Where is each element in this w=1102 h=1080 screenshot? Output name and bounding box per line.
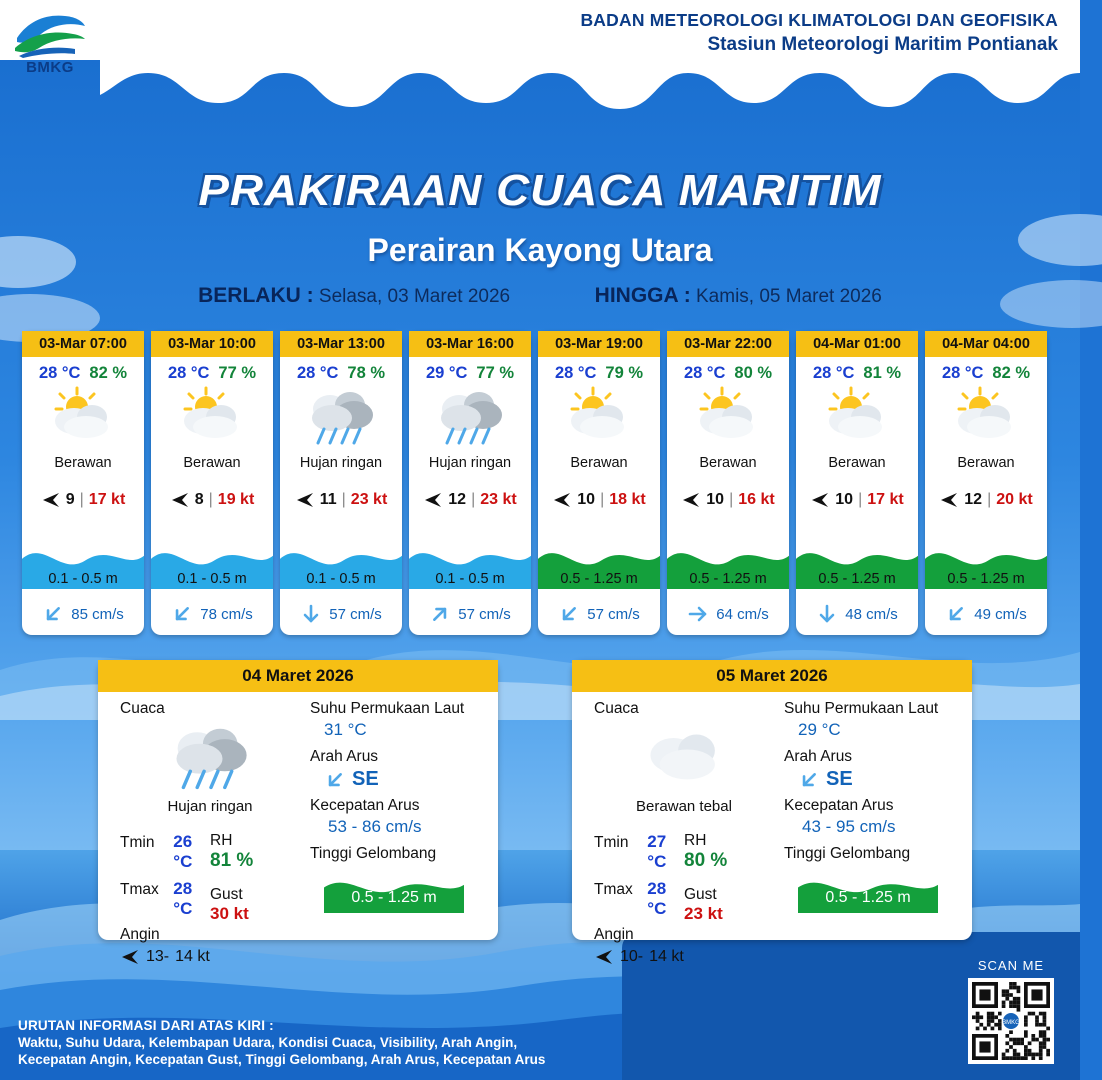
rh-label: RH bbox=[210, 832, 233, 849]
daily-forecast-card bbox=[98, 660, 498, 965]
current-direction-label: Arah Arus bbox=[784, 748, 853, 765]
partly-cloudy-icon bbox=[667, 387, 789, 449]
relative-humidity: 82 % bbox=[89, 364, 128, 382]
temperature-humidity-row bbox=[280, 357, 402, 383]
current-speed: 49 cm/s bbox=[974, 605, 1027, 623]
current-speed-value: 53 - 86 cm/s bbox=[328, 817, 422, 836]
wind-direction-value: 11 bbox=[319, 491, 337, 508]
weather-condition: Berawan bbox=[699, 455, 757, 471]
wave-height: 0.5 - 1.25 m bbox=[689, 571, 767, 587]
wind-direction-value: 10 bbox=[706, 491, 725, 508]
current-speed: 64 cm/s bbox=[716, 605, 769, 623]
wind-speed: 23 kt bbox=[480, 491, 517, 508]
relative-humidity: 81 % bbox=[863, 364, 902, 382]
wind-direction-arrow-icon bbox=[594, 948, 614, 966]
bmkg-logo-text: BMKG bbox=[26, 59, 74, 76]
hourly-forecast-card bbox=[667, 331, 789, 635]
wind-direction-value: 12 bbox=[448, 491, 467, 508]
validity-period bbox=[0, 284, 1080, 308]
current-direction-arrow-icon bbox=[687, 603, 709, 625]
wind-direction-value: 8 bbox=[194, 491, 204, 508]
hourly-forecast-card bbox=[280, 331, 402, 635]
wind-speed: 20 kt bbox=[996, 491, 1033, 508]
page-header bbox=[0, 0, 1080, 92]
valid-from-value: Selasa, 03 Maret 2026 bbox=[318, 286, 511, 307]
agency-titles bbox=[580, 10, 1058, 56]
current-row bbox=[280, 603, 402, 625]
rain-icon bbox=[280, 387, 402, 449]
current-direction-row bbox=[324, 768, 490, 791]
wind-speed: 14 kt bbox=[175, 948, 210, 965]
wind-speed: 16 kt bbox=[738, 491, 775, 508]
wind-direction-arrow-icon bbox=[120, 948, 140, 966]
sst-label: Suhu Permukaan Laut bbox=[784, 700, 939, 717]
sst-value: 29 °C bbox=[798, 720, 841, 739]
relative-humidity: 80 % bbox=[734, 364, 773, 382]
air-temperature: 28 °C bbox=[554, 364, 597, 382]
wind-direction-arrow-icon bbox=[423, 491, 443, 509]
wind-row bbox=[409, 491, 531, 509]
scan-me-label: SCAN ME bbox=[977, 958, 1045, 973]
hourly-forecast-card bbox=[925, 331, 1047, 635]
tmax-label: Tmax bbox=[594, 881, 633, 898]
wave-height: 0.1 - 0.5 m bbox=[306, 571, 376, 587]
current-direction-arrow-icon bbox=[324, 769, 346, 791]
forecast-time: 03-Mar 10:00 bbox=[151, 331, 273, 357]
qr-code-image[interactable] bbox=[968, 978, 1054, 1064]
rh-value: 81 % bbox=[210, 850, 254, 871]
wind-speed: 23 kt bbox=[350, 491, 388, 508]
relative-humidity: 82 % bbox=[992, 364, 1031, 382]
hourly-forecast-card bbox=[409, 331, 531, 635]
forecast-time: 04-Mar 04:00 bbox=[925, 331, 1047, 357]
current-direction-value: SE bbox=[826, 768, 853, 790]
air-temperature: 28 °C bbox=[941, 364, 984, 382]
wind-direction-arrow-icon bbox=[810, 491, 830, 509]
wave-height: 0.5 - 1.25 m bbox=[947, 571, 1025, 587]
tmin-value: 26 °C bbox=[173, 832, 193, 871]
wind-row bbox=[796, 491, 918, 509]
hourly-forecast-card bbox=[796, 331, 918, 635]
separator: | bbox=[987, 491, 992, 508]
svg-text:BMKG: BMKG bbox=[1002, 1020, 1020, 1026]
current-row bbox=[409, 603, 531, 625]
wave-height: 0.1 - 0.5 m bbox=[48, 571, 118, 587]
valid-from-label: BERLAKU : bbox=[198, 284, 314, 307]
valid-to-value: Kamis, 05 Maret 2026 bbox=[696, 286, 882, 307]
relative-humidity: 78 % bbox=[347, 364, 386, 382]
tmax-value: 28 °C bbox=[173, 879, 193, 918]
current-direction-label: Arah Arus bbox=[310, 748, 379, 765]
partly-cloudy-icon bbox=[151, 387, 273, 449]
current-row bbox=[151, 603, 273, 625]
current-direction-value: SE bbox=[352, 768, 379, 790]
gust-value: 30 kt bbox=[210, 904, 249, 923]
wind-row bbox=[22, 491, 144, 509]
weather-condition: Berawan bbox=[570, 455, 628, 471]
temperature-humidity-row bbox=[22, 357, 144, 383]
gust-label: Gust bbox=[210, 886, 243, 903]
weather-condition: Berawan bbox=[54, 455, 112, 471]
wind-direction-value: 9 bbox=[65, 491, 75, 508]
wave-graphic bbox=[798, 869, 938, 913]
wave-height-value: 0.5 - 1.25 m bbox=[825, 889, 911, 906]
separator: | bbox=[600, 491, 605, 508]
gust-value: 23 kt bbox=[684, 904, 723, 923]
legend-line-1: Waktu, Suhu Udara, Kelembapan Udara, Kondisi Cuaca, Visibility, Arah Angin, bbox=[18, 1035, 518, 1050]
current-row bbox=[925, 603, 1047, 625]
current-direction-row bbox=[798, 768, 964, 791]
temperature-humidity-row bbox=[538, 357, 660, 383]
wind-direction-value: 12 bbox=[964, 491, 983, 508]
weather-condition: Hujan ringan bbox=[299, 455, 383, 471]
current-direction-arrow-icon bbox=[429, 603, 451, 625]
wind-direction-value: 10 bbox=[835, 491, 854, 508]
temperature-humidity-row bbox=[796, 357, 918, 383]
wind-direction-arrow-icon bbox=[552, 491, 572, 509]
current-speed: 48 cm/s bbox=[845, 605, 898, 623]
forecast-time: 03-Mar 13:00 bbox=[280, 331, 402, 357]
qr-block[interactable] bbox=[968, 958, 1054, 1064]
separator: | bbox=[208, 491, 213, 508]
wind-row bbox=[667, 491, 789, 509]
wave-height: 0.1 - 0.5 m bbox=[435, 571, 505, 587]
current-row bbox=[538, 603, 660, 625]
wind-direction-arrow-icon bbox=[681, 491, 701, 509]
current-speed: 57 cm/s bbox=[458, 605, 511, 623]
page-title: PRAKIRAAN CUACA MARITIM bbox=[198, 166, 882, 215]
current-direction-arrow-icon bbox=[300, 603, 322, 625]
tmin-label: Tmin bbox=[594, 834, 629, 851]
current-speed-label: Kecepatan Arus bbox=[310, 797, 420, 814]
separator: | bbox=[79, 491, 84, 508]
wave-height-label: Tinggi Gelombang bbox=[310, 845, 437, 862]
current-speed: 57 cm/s bbox=[587, 605, 640, 623]
forecast-time: 04-Mar 01:00 bbox=[796, 331, 918, 357]
wind-row bbox=[280, 491, 402, 509]
relative-humidity: 77 % bbox=[476, 364, 515, 382]
wind-speed: 18 kt bbox=[609, 491, 646, 508]
bmkg-logo bbox=[10, 8, 90, 84]
weather-label: Cuaca bbox=[120, 700, 165, 717]
wind-speed: 14 kt bbox=[649, 948, 684, 965]
current-row bbox=[667, 603, 789, 625]
air-temperature: 28 °C bbox=[167, 364, 210, 382]
agency-name: BADAN METEOROLOGI KLIMATOLOGI DAN GEOFISIKA bbox=[580, 10, 1058, 30]
legend-title: URUTAN INFORMASI DARI ATAS KIRI : bbox=[18, 1018, 274, 1033]
daily-date: 05 Maret 2026 bbox=[572, 660, 972, 692]
tmin-label: Tmin bbox=[120, 834, 155, 851]
separator: | bbox=[858, 491, 863, 508]
current-speed: 57 cm/s bbox=[329, 605, 382, 623]
current-direction-arrow-icon bbox=[171, 603, 193, 625]
temperature-humidity-row bbox=[409, 357, 531, 383]
hourly-forecast-card bbox=[22, 331, 144, 635]
gust-label: Gust bbox=[684, 886, 717, 903]
cloudy-icon bbox=[594, 720, 774, 794]
tmax-value: 28 °C bbox=[647, 879, 667, 918]
legend-note bbox=[18, 1017, 545, 1068]
weather-label: Cuaca bbox=[594, 700, 639, 717]
current-direction-arrow-icon bbox=[42, 603, 64, 625]
current-speed-value: 43 - 95 cm/s bbox=[802, 817, 896, 836]
valid-to-label: HINGGA : bbox=[594, 284, 691, 307]
separator: | bbox=[471, 491, 476, 508]
forecast-time: 03-Mar 16:00 bbox=[409, 331, 531, 357]
separator: | bbox=[341, 491, 346, 508]
wind-direction-value: 13- bbox=[146, 948, 170, 965]
region-title: Perairan Kayong Utara bbox=[367, 232, 713, 268]
cloud-right-decoration bbox=[980, 200, 1100, 350]
wave-height: 0.5 - 1.25 m bbox=[560, 571, 638, 587]
forecast-time: 03-Mar 19:00 bbox=[538, 331, 660, 357]
wind-row bbox=[925, 491, 1047, 509]
station-name: Stasiun Meteorologi Maritim Pontianak bbox=[707, 34, 1058, 55]
sst-label: Suhu Permukaan Laut bbox=[310, 700, 465, 717]
weather-condition: Berawan bbox=[957, 455, 1015, 471]
forecast-time: 03-Mar 22:00 bbox=[667, 331, 789, 357]
daily-date: 04 Maret 2026 bbox=[98, 660, 498, 692]
wind-direction-value: 10- bbox=[620, 948, 644, 965]
weather-condition: Berawan bbox=[183, 455, 241, 471]
rain-icon bbox=[120, 720, 300, 794]
sst-value: 31 °C bbox=[324, 720, 367, 739]
wind-direction-arrow-icon bbox=[939, 491, 959, 509]
partly-cloudy-icon bbox=[22, 387, 144, 449]
air-temperature: 28 °C bbox=[296, 364, 339, 382]
weather-condition: Berawan bbox=[828, 455, 886, 471]
partly-cloudy-icon bbox=[925, 387, 1047, 449]
partly-cloudy-icon bbox=[796, 387, 918, 449]
partly-cloudy-icon bbox=[538, 387, 660, 449]
temperature-humidity-row bbox=[151, 357, 273, 383]
wind-speed: 17 kt bbox=[867, 491, 904, 508]
current-direction-arrow-icon bbox=[558, 603, 580, 625]
wind-row bbox=[538, 491, 660, 509]
wind-direction-value: 10 bbox=[577, 491, 596, 508]
wave-height-value: 0.5 - 1.25 m bbox=[351, 889, 437, 906]
wind-label: Angin bbox=[594, 926, 634, 943]
air-temperature: 29 °C bbox=[425, 364, 468, 382]
cloud-left-decoration bbox=[0, 210, 120, 340]
wave-height-label: Tinggi Gelombang bbox=[784, 845, 911, 862]
current-direction-arrow-icon bbox=[816, 603, 838, 625]
wind-direction-arrow-icon bbox=[41, 491, 61, 509]
separator: | bbox=[729, 491, 734, 508]
weather-condition: Hujan ringan bbox=[428, 455, 512, 471]
relative-humidity: 79 % bbox=[605, 364, 644, 382]
hourly-forecast-card bbox=[538, 331, 660, 635]
air-temperature: 28 °C bbox=[812, 364, 855, 382]
air-temperature: 28 °C bbox=[38, 364, 81, 382]
wave-graphic bbox=[324, 869, 464, 913]
daily-forecast-card bbox=[572, 660, 972, 965]
hourly-forecast-card bbox=[151, 331, 273, 635]
current-speed: 85 cm/s bbox=[71, 605, 124, 623]
wind-row bbox=[151, 491, 273, 509]
legend-line-2: Kecepatan Angin, Kecepatan Gust, Tinggi Gelombang, Arah Arus, Kecepatan Arus bbox=[18, 1052, 546, 1067]
current-direction-arrow-icon bbox=[945, 603, 967, 625]
wind-speed: 19 kt bbox=[217, 491, 255, 508]
temperature-humidity-row bbox=[667, 357, 789, 383]
wind-direction-arrow-icon bbox=[295, 491, 315, 509]
tmax-label: Tmax bbox=[120, 881, 159, 898]
current-row bbox=[796, 603, 918, 625]
tmin-value: 27 °C bbox=[647, 832, 667, 871]
relative-humidity: 77 % bbox=[218, 364, 257, 382]
wind-label: Angin bbox=[120, 926, 160, 943]
current-direction-arrow-icon bbox=[798, 769, 820, 791]
wind-direction-arrow-icon bbox=[170, 491, 190, 509]
air-temperature: 28 °C bbox=[683, 364, 726, 382]
hourly-forecast-list bbox=[22, 331, 1058, 635]
wind-speed: 17 kt bbox=[88, 491, 126, 508]
rh-label: RH bbox=[684, 832, 707, 849]
weather-condition: Berawan tebal bbox=[636, 798, 732, 815]
bmkg-logo-mark bbox=[13, 8, 87, 58]
wave-height: 0.5 - 1.25 m bbox=[818, 571, 896, 587]
rh-value: 80 % bbox=[684, 850, 728, 871]
wave-height: 0.1 - 0.5 m bbox=[177, 571, 247, 587]
forecast-time: 03-Mar 07:00 bbox=[22, 331, 144, 357]
current-row bbox=[22, 603, 144, 625]
rain-icon bbox=[409, 387, 531, 449]
temperature-humidity-row bbox=[925, 357, 1047, 383]
current-speed: 78 cm/s bbox=[200, 605, 253, 623]
weather-condition: Hujan ringan bbox=[167, 798, 253, 815]
current-speed-label: Kecepatan Arus bbox=[784, 797, 894, 814]
